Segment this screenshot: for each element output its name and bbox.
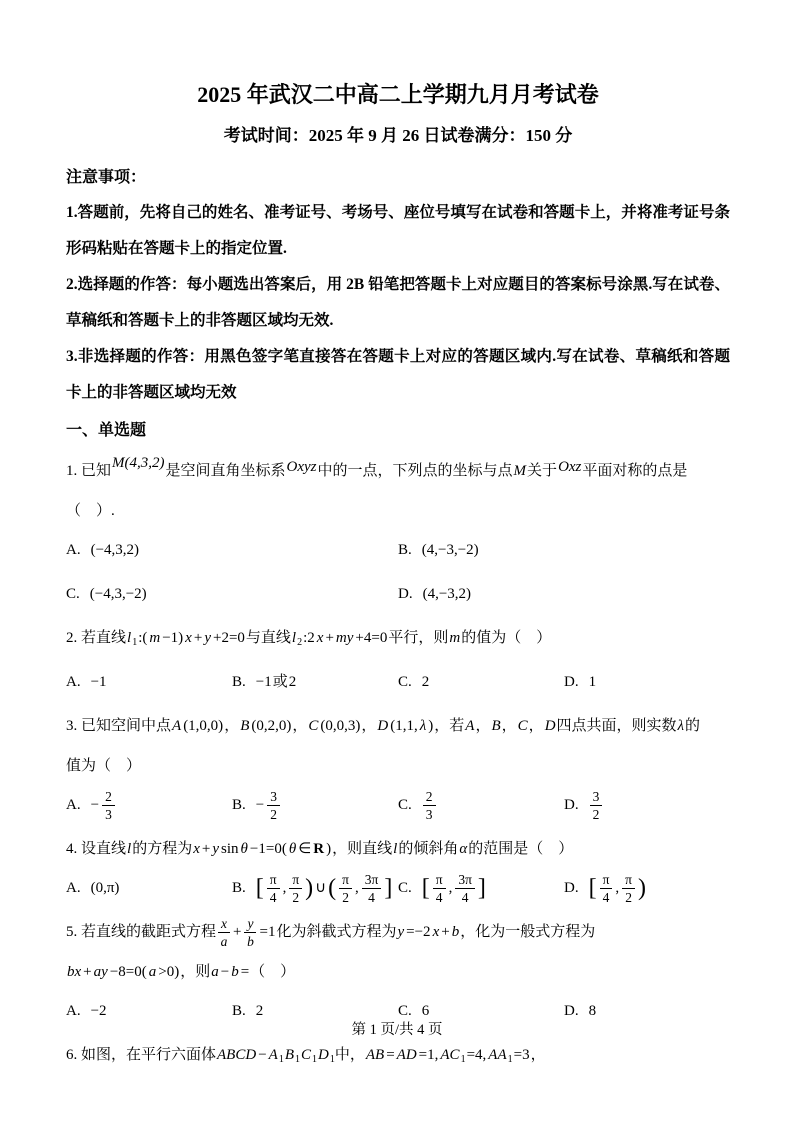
math-segment: 2: [288, 674, 297, 690]
math-segment: A: [268, 1047, 278, 1063]
fraction: $\frac{x}{a}$: [218, 916, 230, 950]
math-segment: ]: [477, 875, 486, 901]
math-segment: (4,−3,−2): [421, 542, 479, 558]
option-label: A.: [66, 1003, 81, 1019]
math-segment: 的值为（ ）: [461, 630, 552, 646]
math-segment: ，: [475, 718, 491, 734]
math-segment: 2: [421, 674, 430, 690]
math-segment: y: [204, 630, 211, 646]
fraction: $\frac{\pi}{2}$: [622, 872, 635, 906]
notice-item: 3.非选择题的作答：用黑色签字笔直接答在答题卡上对应的答题区域内.写在试卷、草稿纸和答题卡上的非答题区域均无效: [66, 348, 730, 401]
math-segment: 1. 已知: [66, 463, 112, 479]
math-segment: Oxyz: [286, 459, 317, 475]
question-6: [66, 1035, 730, 1080]
math-segment: +: [233, 924, 242, 940]
option-B: [232, 786, 398, 824]
fraction: $\frac{\pi}{2}$: [289, 872, 302, 906]
option-A: [66, 786, 232, 824]
math-segment: ,: [448, 880, 453, 896]
fraction: $\frac{3\pi}{4}$: [455, 872, 475, 906]
math-segment: (1,0,0): [183, 718, 224, 734]
math-segment: α: [459, 841, 468, 857]
fraction: $\frac{3}{2}$: [267, 789, 280, 823]
math-segment: ∪: [315, 880, 327, 896]
option-B: [232, 663, 398, 701]
questions-list: [66, 451, 730, 1080]
math-segment: l: [127, 841, 132, 857]
math-segment: ，: [292, 718, 308, 734]
math-segment: +: [325, 630, 334, 646]
math-segment: D: [318, 1047, 329, 1063]
option-A: [66, 869, 232, 907]
question-5: [66, 912, 730, 1030]
math-segment: 中的一点，下列点的坐标与点: [317, 463, 513, 479]
option-label: D.: [564, 1003, 579, 1019]
math-segment: 1: [295, 1054, 300, 1065]
math-segment: 的范围是（ ）: [468, 841, 574, 857]
option-label: D.: [564, 880, 579, 896]
option-B: [398, 531, 730, 569]
question-text-line: [66, 1035, 730, 1080]
math-segment: 是空间直角坐标系: [165, 463, 286, 479]
math-segment: 值为（ ）: [66, 758, 142, 774]
question-text-line: [66, 706, 730, 746]
fraction: $\frac{3}{2}$: [590, 789, 603, 823]
math-segment: ): [428, 718, 434, 734]
math-segment: 的: [685, 718, 701, 734]
math-segment: 1: [329, 1054, 335, 1065]
option-label: B.: [232, 1003, 246, 1019]
math-segment: +: [201, 841, 211, 857]
option-label: C.: [398, 1003, 412, 1019]
option-A: [66, 531, 398, 569]
option-C: [398, 663, 564, 701]
question-text-line: [66, 491, 730, 531]
math-segment: =3: [513, 1047, 530, 1063]
math-segment: 3. 已知空间中点: [66, 718, 172, 734]
math-segment: (0,0,3): [320, 718, 361, 734]
fraction: $\frac{2}{3}$: [423, 789, 436, 823]
question-text-line: [66, 451, 730, 491]
math-segment: B: [240, 718, 250, 734]
math-segment: bx: [67, 964, 82, 980]
option-label: B.: [232, 880, 246, 896]
question-text-line: [66, 829, 730, 869]
math-segment: 或: [272, 674, 288, 690]
question-text-line: [66, 912, 730, 952]
math-segment: =: [240, 964, 250, 980]
option-B: [232, 869, 398, 907]
math-segment: (−4,3,2): [90, 542, 140, 558]
math-segment: 平行，则: [388, 630, 449, 646]
math-segment: （ ）.: [66, 503, 115, 519]
option-label: D.: [564, 797, 579, 813]
math-segment: =: [386, 1047, 395, 1063]
question-text-line: [66, 952, 730, 992]
option-label: B.: [398, 542, 412, 558]
option-C: [398, 786, 564, 824]
math-segment: 1: [507, 1054, 513, 1065]
math-segment: +4=0: [355, 630, 388, 646]
math-segment: (−4,3,−2): [89, 586, 147, 602]
math-segment: 化为斜截式方程为: [276, 924, 397, 940]
math-segment: [: [255, 875, 264, 901]
math-segment: 5. 若直线的截距式方程: [66, 924, 217, 940]
math-segment: −1=0(: [249, 841, 287, 857]
math-segment: ，若: [434, 718, 465, 734]
math-segment: sin: [221, 841, 239, 857]
math-segment: ): [326, 841, 332, 857]
math-segment: a: [148, 964, 157, 980]
math-segment: +: [441, 924, 450, 940]
math-segment: b: [231, 964, 239, 980]
options-row: [66, 531, 730, 613]
math-segment: a: [211, 964, 219, 980]
math-segment: 4. 设直线: [66, 841, 127, 857]
math-segment: −1: [90, 674, 107, 690]
math-segment: AB: [365, 1047, 385, 1063]
option-label: A.: [66, 674, 81, 690]
math-segment: =−2: [406, 924, 431, 940]
math-segment: −: [220, 964, 230, 980]
math-segment: :2: [303, 630, 315, 646]
fraction: $\frac{y}{b}$: [244, 916, 256, 950]
math-segment: ，: [528, 718, 544, 734]
math-segment: B: [284, 1047, 294, 1063]
math-segment: θ: [288, 841, 297, 857]
math-segment: ，: [361, 718, 377, 734]
math-segment: 2. 若直线: [66, 630, 127, 646]
math-segment: −8=0(: [109, 964, 147, 980]
math-segment: m: [449, 630, 461, 646]
option-label: B.: [232, 797, 246, 813]
math-segment: [: [421, 875, 430, 901]
math-segment: [: [588, 875, 597, 901]
math-segment: x: [432, 924, 440, 940]
math-segment: ]: [384, 875, 393, 901]
math-segment: x: [316, 630, 324, 646]
option-label: C.: [398, 797, 412, 813]
math-segment: ,: [282, 880, 287, 896]
math-segment: 的方程为: [132, 841, 193, 857]
math-segment: ，: [501, 718, 517, 734]
math-segment: R: [313, 841, 325, 857]
math-segment: 与直线: [245, 630, 291, 646]
math-segment: A: [465, 718, 475, 734]
notice-item: 2.选择题的作答：每小题选出答案后，用 2B 铅笔把答题卡上对应题目的答案标号涂黑.写在试卷、草稿纸和答题卡上的非答题区域均无效.: [66, 276, 730, 329]
fraction: $\frac{\pi}{4}$: [433, 872, 446, 906]
math-segment: (4,−3,2): [422, 586, 472, 602]
math-segment: +: [83, 964, 92, 980]
math-segment: y: [397, 924, 405, 940]
question-text-line: [66, 618, 730, 663]
question-text-line: [66, 746, 730, 786]
math-segment: m: [149, 630, 161, 646]
option-label: C.: [398, 880, 412, 896]
math-segment: ): [305, 875, 314, 901]
math-segment: b: [451, 924, 460, 940]
math-segment: M(4,3,2): [112, 455, 165, 471]
math-segment: 6. 如图，在平行六面体: [66, 1047, 217, 1063]
option-label: B.: [232, 674, 246, 690]
options-row: [66, 786, 730, 824]
option-label: D.: [564, 674, 579, 690]
math-segment: C: [308, 718, 319, 734]
question-1: [66, 451, 730, 613]
math-segment: (0,π): [90, 880, 120, 896]
math-segment: ，: [530, 1047, 546, 1063]
math-segment: 8: [588, 1003, 597, 1019]
math-segment: λ: [677, 718, 685, 734]
math-segment: A: [172, 718, 182, 734]
math-segment: l: [127, 630, 132, 646]
math-segment: M: [513, 463, 527, 479]
math-segment: θ: [240, 841, 248, 857]
math-segment: C: [517, 718, 528, 734]
math-segment: AA: [488, 1047, 507, 1063]
fraction: $\frac{\pi}{4}$: [267, 872, 280, 906]
option-label: A.: [66, 880, 81, 896]
math-segment: 的倾斜角: [398, 841, 459, 857]
math-segment: 1: [278, 1054, 284, 1065]
math-segment: B: [491, 718, 501, 734]
math-segment: −1): [162, 630, 184, 646]
math-segment: :(: [138, 630, 148, 646]
math-segment: 1: [312, 1054, 318, 1065]
math-segment: 1: [588, 674, 597, 690]
math-segment: 1: [460, 1054, 466, 1065]
option-label: C.: [398, 674, 412, 690]
option-label: C.: [66, 586, 80, 602]
option-label: A.: [66, 797, 81, 813]
math-segment: AD: [396, 1047, 417, 1063]
question-3: [66, 706, 730, 824]
options-row: [66, 663, 730, 701]
math-segment: D: [544, 718, 556, 734]
math-segment: AC: [440, 1047, 460, 1063]
question-2: [66, 618, 730, 701]
math-segment: =1: [259, 924, 276, 940]
math-segment: −: [258, 1047, 267, 1063]
fraction: $\frac{\pi}{2}$: [339, 872, 352, 906]
notices-heading: 注意事项：: [66, 169, 147, 186]
math-segment: −2: [90, 1003, 107, 1019]
math-segment: l: [393, 841, 398, 857]
notices-list: [66, 195, 730, 411]
math-segment: ，化为一般式方程为: [460, 924, 596, 940]
math-segment: 2: [297, 637, 303, 648]
math-segment: (0,2,0): [251, 718, 292, 734]
options-row: [66, 869, 730, 907]
math-segment: 关于: [527, 463, 558, 479]
section-heading: 一、单选题: [66, 422, 147, 439]
math-segment: x: [185, 630, 192, 646]
option-D: [398, 575, 730, 613]
math-segment: x: [193, 841, 200, 857]
math-segment: y: [212, 841, 220, 857]
math-segment: −: [90, 797, 100, 813]
math-segment: −: [255, 797, 265, 813]
option-A: [66, 663, 232, 701]
option-D: [564, 663, 730, 701]
math-segment: >0): [158, 964, 180, 980]
math-segment: 2: [255, 1003, 264, 1019]
math-segment: =1,: [418, 1047, 439, 1063]
math-segment: C: [301, 1047, 312, 1063]
math-segment: 6: [421, 1003, 430, 1019]
math-segment: 1: [132, 637, 138, 648]
notice-item: 1.答题前，先将自己的姓名、准考证号、考场号、座位号填写在试卷和答题卡上，并将准考证号条形码粘贴在答题卡上的指定位置.: [66, 204, 730, 257]
math-segment: 平面对称的点是: [582, 463, 688, 479]
math-segment: ,: [615, 880, 620, 896]
math-segment: （ ）: [250, 964, 296, 980]
page-subtitle: 考试时间：2025 年 9 月 26 日试卷满分：150 分: [223, 126, 573, 145]
math-segment: ，: [224, 718, 240, 734]
math-segment: +: [193, 630, 203, 646]
math-segment: (: [328, 875, 337, 901]
option-label: D.: [398, 586, 413, 602]
fraction: $\frac{\pi}{4}$: [600, 872, 613, 906]
math-segment: (1,1,: [390, 718, 418, 734]
option-C: [398, 869, 564, 907]
math-segment: ay: [93, 964, 108, 980]
math-segment: −1: [255, 674, 272, 690]
math-segment: my: [335, 630, 354, 646]
math-segment: l: [291, 630, 297, 646]
math-segment: D: [377, 718, 389, 734]
math-segment: ): [638, 875, 646, 901]
question-4: [66, 829, 730, 907]
math-segment: Oxz: [558, 459, 582, 475]
math-segment: ，则: [180, 964, 211, 980]
option-C: [66, 575, 398, 613]
math-segment: 中，: [334, 1047, 365, 1063]
math-segment: ,: [354, 880, 359, 896]
page-title: 2025 年武汉二中高二上学期九月月考试卷: [197, 82, 599, 107]
option-D: [564, 869, 730, 907]
math-segment: ∈: [298, 841, 312, 857]
option-D: [564, 786, 730, 824]
math-segment: +2=0: [212, 630, 245, 646]
math-segment: ABCD: [217, 1047, 257, 1063]
fraction: $\frac{3\pi}{4}$: [362, 872, 382, 906]
page-footer: 第 1 页/共 4 页: [351, 1022, 443, 1038]
math-segment: ，则直线: [332, 841, 393, 857]
math-segment: 四点共面，则实数: [556, 718, 677, 734]
math-segment: =4,: [466, 1047, 487, 1063]
fraction: $\frac{2}{3}$: [102, 789, 115, 823]
math-segment: λ: [419, 718, 427, 734]
option-label: A.: [66, 542, 81, 558]
